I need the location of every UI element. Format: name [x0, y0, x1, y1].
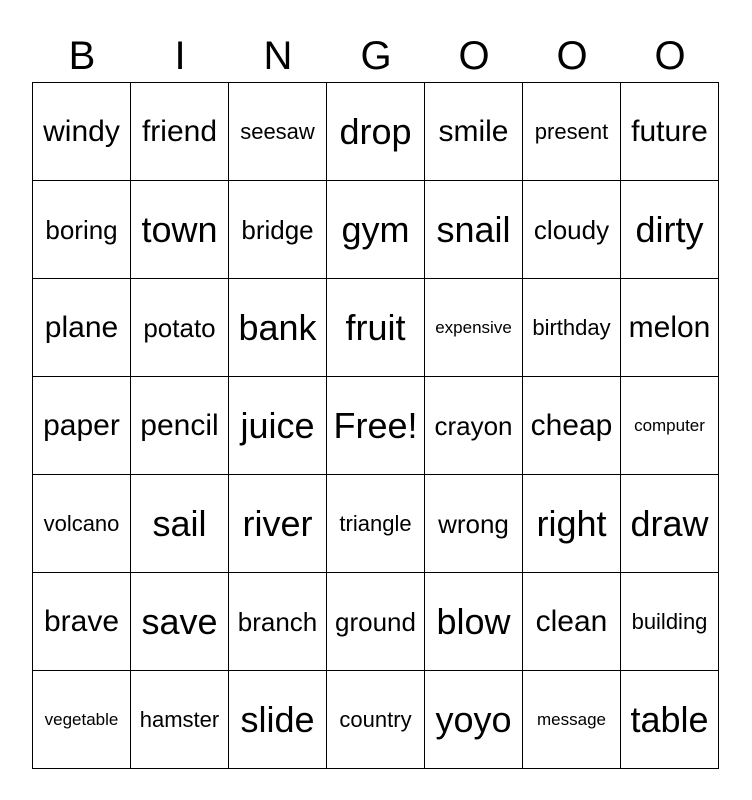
- bingo-cell[interactable]: [131, 83, 229, 181]
- bingo-cell[interactable]: [33, 377, 131, 475]
- bingo-cell[interactable]: [229, 83, 327, 181]
- bingo-cell[interactable]: [33, 573, 131, 671]
- cell-word: potato: [143, 312, 216, 343]
- cell-word: melon: [628, 310, 711, 344]
- bingo-cell[interactable]: [425, 671, 523, 769]
- bingo-cell[interactable]: [229, 671, 327, 769]
- cell-word: fruit: [345, 306, 406, 348]
- bingo-card: [32, 28, 720, 769]
- cell-word: vegetable: [44, 710, 119, 729]
- bingo-cell[interactable]: [327, 181, 425, 279]
- cell-word: smile: [438, 114, 509, 148]
- cell-word: slide: [240, 698, 315, 740]
- cell-word: future: [631, 114, 708, 148]
- cell-word: gym: [341, 208, 410, 250]
- cell-word: bank: [238, 306, 317, 348]
- bingo-cell[interactable]: [425, 377, 523, 475]
- header-letter-g: G: [360, 34, 392, 78]
- bingo-cell[interactable]: [327, 475, 425, 573]
- bingo-cell[interactable]: [131, 279, 229, 377]
- cell-word: wrong: [438, 508, 509, 539]
- cell-word: cloudy: [533, 214, 610, 245]
- bingo-header: [33, 28, 720, 82]
- bingo-cell[interactable]: [229, 475, 327, 573]
- bingo-cell[interactable]: [131, 671, 229, 769]
- header-letter-o-3: O: [654, 34, 686, 78]
- cell-word: table: [630, 698, 709, 740]
- bingo-cell[interactable]: [621, 671, 719, 769]
- cell-word: triangle: [339, 510, 412, 536]
- cell-word: country: [339, 706, 412, 732]
- bingo-cell[interactable]: [621, 573, 719, 671]
- header-letter-n: N: [263, 34, 293, 78]
- cell-word: message: [537, 710, 606, 729]
- bingo-cell[interactable]: [327, 279, 425, 377]
- cell-word: friend: [141, 114, 218, 148]
- cell-word: seesaw: [240, 118, 315, 144]
- bingo-cell[interactable]: [229, 181, 327, 279]
- bingo-cell[interactable]: [131, 475, 229, 573]
- bingo-cell[interactable]: [523, 573, 621, 671]
- cell-word: town: [141, 208, 218, 250]
- cell-word: expensive: [435, 318, 512, 337]
- bingo-cell[interactable]: [33, 279, 131, 377]
- cell-word: draw: [630, 502, 709, 544]
- cell-word: brave: [43, 604, 120, 638]
- bingo-cell[interactable]: [523, 377, 621, 475]
- cell-word: pencil: [140, 408, 219, 442]
- cell-word: crayon: [434, 410, 513, 441]
- header-letter-b: B: [68, 34, 96, 78]
- bingo-cell[interactable]: [621, 279, 719, 377]
- bingo-cell[interactable]: [33, 83, 131, 181]
- bingo-cell[interactable]: [229, 279, 327, 377]
- bingo-cell[interactable]: [229, 377, 327, 475]
- bingo-cell[interactable]: [621, 83, 719, 181]
- cell-word: building: [631, 608, 708, 634]
- header-letter-i: I: [174, 34, 186, 78]
- cell-word: branch: [237, 606, 318, 637]
- bingo-cell[interactable]: [425, 573, 523, 671]
- cell-word: volcano: [43, 510, 120, 536]
- bingo-cell[interactable]: [523, 279, 621, 377]
- bingo-cell[interactable]: [33, 671, 131, 769]
- free-space: Free!: [333, 404, 418, 446]
- cell-word: birthday: [532, 314, 611, 340]
- bingo-cell[interactable]: [523, 671, 621, 769]
- bingo-cell[interactable]: [523, 83, 621, 181]
- cell-word: clean: [535, 604, 608, 638]
- cell-word: save: [141, 600, 218, 642]
- bingo-cell[interactable]: [523, 475, 621, 573]
- cell-word: bridge: [241, 214, 314, 245]
- cell-word: cheap: [530, 408, 613, 442]
- bingo-cell[interactable]: [131, 377, 229, 475]
- cell-word: drop: [339, 110, 412, 152]
- cell-word: ground: [335, 606, 416, 637]
- cell-word: computer: [634, 416, 705, 435]
- cell-word: windy: [43, 114, 120, 148]
- cell-word: plane: [44, 310, 119, 344]
- cell-word: juice: [240, 404, 315, 446]
- cell-word: river: [242, 502, 313, 544]
- bingo-cell[interactable]: [425, 279, 523, 377]
- bingo-cell[interactable]: [131, 181, 229, 279]
- bingo-cell[interactable]: [425, 83, 523, 181]
- bingo-cell[interactable]: [621, 475, 719, 573]
- bingo-cell[interactable]: [523, 181, 621, 279]
- bingo-cell[interactable]: [425, 181, 523, 279]
- cell-word: hamster: [139, 706, 220, 732]
- bingo-cell[interactable]: [327, 671, 425, 769]
- cell-word: boring: [45, 214, 118, 245]
- cell-word: snail: [436, 208, 511, 250]
- bingo-cell[interactable]: [131, 573, 229, 671]
- bingo-cell[interactable]: [229, 573, 327, 671]
- cell-word: yoyo: [435, 698, 512, 740]
- cell-word: dirty: [635, 208, 704, 250]
- bingo-cell[interactable]: [327, 377, 425, 475]
- cell-word: blow: [436, 600, 511, 642]
- cell-word: sail: [152, 502, 207, 544]
- bingo-cell[interactable]: [621, 377, 719, 475]
- bingo-cell[interactable]: [33, 475, 131, 573]
- bingo-cell[interactable]: [33, 181, 131, 279]
- cell-word: paper: [43, 408, 120, 442]
- bingo-cell[interactable]: [327, 83, 425, 181]
- bingo-grid: [32, 82, 719, 769]
- header-letter-o-2: O: [556, 34, 588, 78]
- bingo-cell[interactable]: [425, 475, 523, 573]
- cell-word: present: [534, 118, 609, 144]
- bingo-cell[interactable]: [621, 181, 719, 279]
- header-letter-o-1: O: [458, 34, 490, 78]
- bingo-cell[interactable]: [327, 573, 425, 671]
- cell-word: right: [536, 502, 607, 544]
